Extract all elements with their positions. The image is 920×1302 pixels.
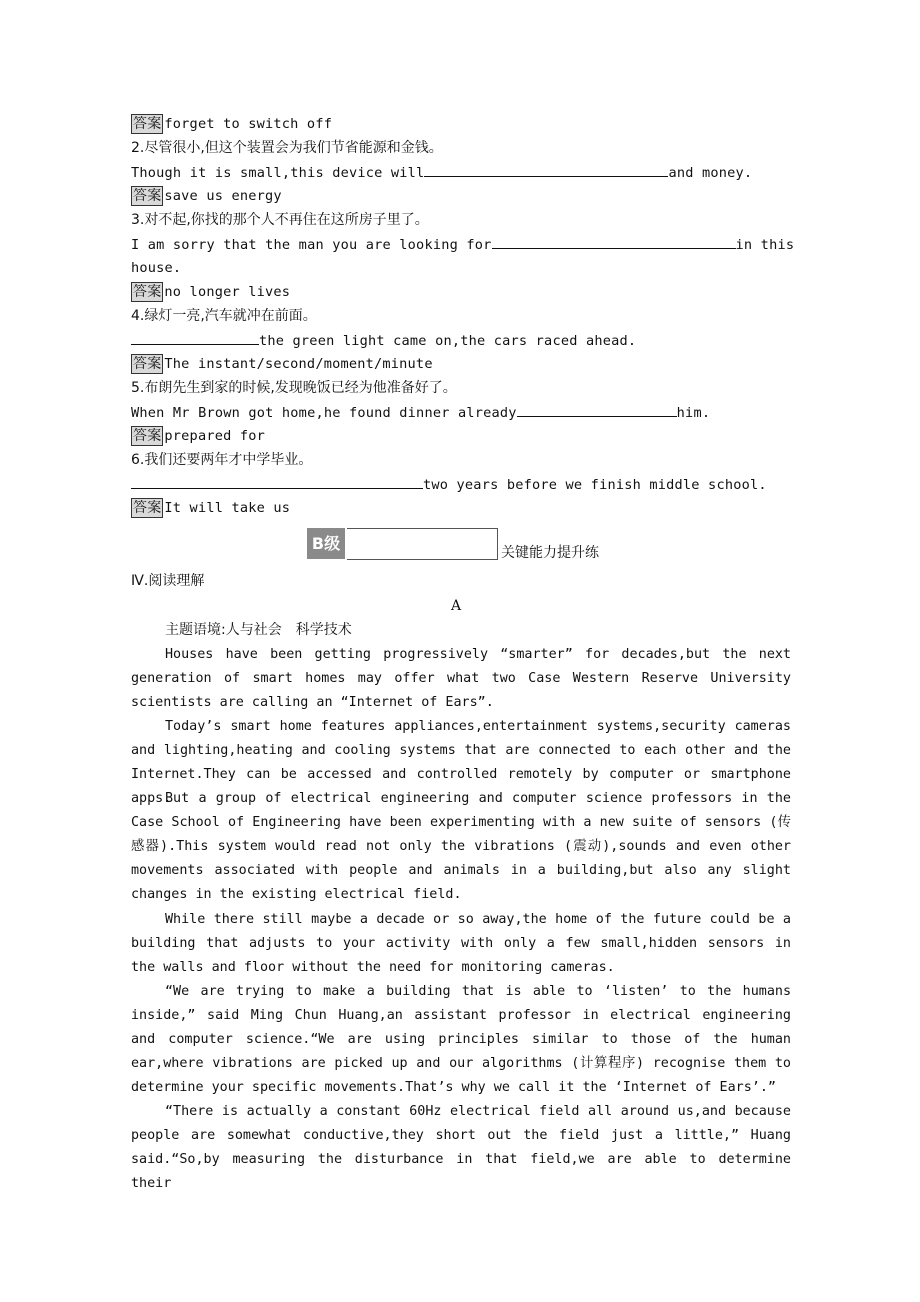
question-3-chinese: 3.对不起,你找的那个人不再住在这所房子里了。 bbox=[131, 212, 429, 228]
theme-line: 主题语境:人与社会 科学技术 bbox=[165, 622, 352, 638]
answer-line-2 bbox=[131, 186, 282, 206]
sentence-start: I am sorry that the man you are looking for bbox=[131, 237, 492, 253]
answer-blank[interactable] bbox=[131, 330, 259, 345]
answer-text: prepared for bbox=[164, 428, 266, 444]
answer-tag: 答案 bbox=[133, 428, 162, 444]
answer-line-1 bbox=[131, 114, 332, 134]
answer-line-4 bbox=[131, 354, 433, 374]
question-4-english bbox=[131, 330, 636, 350]
answer-blank[interactable] bbox=[131, 474, 423, 489]
question-5-english bbox=[131, 402, 710, 422]
answer-text: It will take us bbox=[164, 500, 291, 516]
answer-blank[interactable] bbox=[492, 234, 736, 249]
answer-tag: 答案 bbox=[133, 284, 162, 300]
sentence-start: When Mr Brown got home,he found dinner already bbox=[131, 405, 517, 421]
passage-letter: A bbox=[451, 598, 462, 614]
level-frame bbox=[347, 528, 498, 560]
sentence-end: and money. bbox=[668, 165, 753, 181]
passage-paragraph-2: Today’s smart home features appliances,entertainment systems,security cameras and lighting,heating and cooling systems that are connected to each other and the Internet.They can be accessed and controlled remotely by computer or smartphone apps. bbox=[131, 719, 791, 807]
question-2-english bbox=[131, 162, 752, 182]
answer-tag: 答案 bbox=[133, 356, 162, 372]
question-2-chinese: 2.尽管很小,但这个装置会为我们节省能源和金钱。 bbox=[131, 140, 443, 156]
sentence-end: the green light came on,the cars raced ahead. bbox=[259, 333, 637, 349]
answer-blank[interactable] bbox=[424, 162, 668, 177]
sentence-end: him. bbox=[676, 405, 711, 421]
answer-text: forget to switch off bbox=[164, 116, 333, 132]
passage-paragraph-3: But a group of electrical engineering and computer science professors in the Case School of Engineering have been experimenting with a new suite of sensors (传感器).This system would read not only the vibrations (震动),sounds and even other movements associated with people and animals in a building,but also any slight changes in the existing electrical field. bbox=[131, 791, 791, 903]
question-6-english bbox=[131, 474, 767, 494]
passage-paragraph-4: While there still maybe a decade or so away,the home of the future could be a building that adjusts to your activity with only a few small,hidden sensors in the walls and floor without the need for monitoring cameras. bbox=[131, 912, 791, 976]
sentence-end: two years before we finish middle school. bbox=[423, 477, 767, 493]
sentence-start: Though it is small,this device will bbox=[131, 165, 425, 181]
answer-line-5 bbox=[131, 426, 265, 446]
answer-tag: 答案 bbox=[133, 188, 162, 204]
section-title: Ⅳ.阅读理解 bbox=[131, 573, 205, 589]
sentence-end: in this bbox=[735, 237, 795, 253]
passage-paragraph-5: “We are trying to make a building that is able to ‘listen’ to the humans inside,” said Ming Chun Huang,an assistant professor in electrical engineering and computer science.“We are using principles similar to those of the human ear,where vibrations are picked up and our algorithms (计算程序) recognise them to determine your specific movements.That’s why we call it the ‘Internet of Ears’.” bbox=[131, 984, 791, 1096]
answer-text: save us energy bbox=[164, 188, 282, 204]
answer-tag: 答案 bbox=[133, 500, 162, 516]
answer-line-6 bbox=[131, 498, 290, 518]
level-header bbox=[307, 528, 499, 559]
answer-blank[interactable] bbox=[517, 402, 677, 417]
passage-paragraph-1: Houses have been getting progressively “smarter” for decades,but the next generation of smart homes may offer what two Case Western Reserve University scientists are calling an “Internet of Ears”. bbox=[131, 647, 791, 711]
level-title: 关键能力提升练 bbox=[501, 545, 599, 561]
answer-line-3 bbox=[131, 282, 290, 302]
answer-text: no longer lives bbox=[164, 284, 291, 300]
question-4-chinese: 4.绿灯一亮,汽车就冲在前面。 bbox=[131, 308, 317, 324]
question-3-english-cont: house. bbox=[131, 260, 182, 276]
question-6-chinese: 6.我们还要两年才中学毕业。 bbox=[131, 452, 313, 468]
passage-paragraph-6: “There is actually a constant 60Hz electrical field all around us,and because people are somewhat conductive,they short out the field just a little,” Huang said.“So,by measuring the disturbance in that field,we are able to determine their bbox=[131, 1104, 791, 1192]
answer-tag: 答案 bbox=[133, 116, 162, 132]
question-5-chinese: 5.布朗先生到家的时候,发现晚饭已经为他准备好了。 bbox=[131, 380, 457, 396]
question-3-english bbox=[131, 234, 794, 254]
level-badge: B级 bbox=[307, 528, 345, 559]
answer-text: The instant/second/moment/minute bbox=[164, 356, 433, 372]
